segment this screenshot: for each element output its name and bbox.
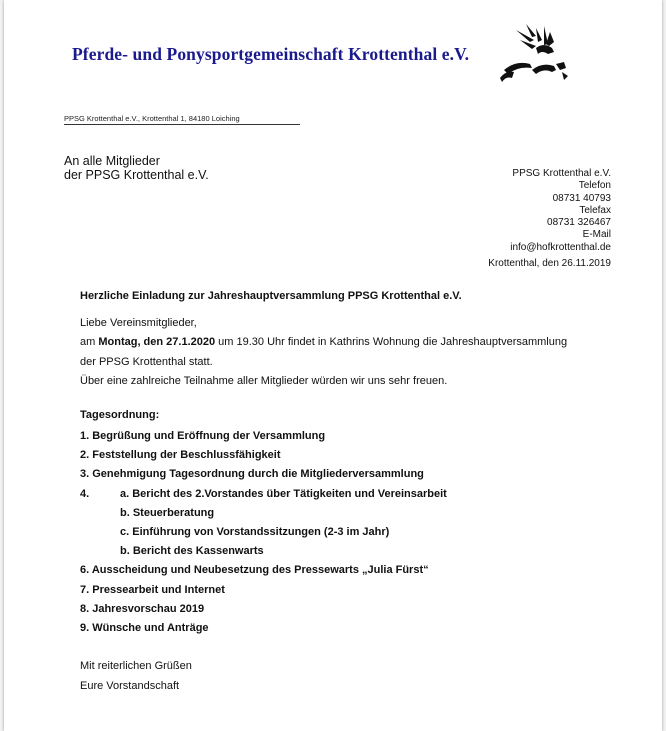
agenda-item-4b: b. Steuerberatung (120, 506, 215, 519)
agenda-item-4d: b. Bericht des Kassenwarts (120, 545, 264, 558)
org-title: Pferde- und Ponysportgemeinschaft Krottenthal e.V. (72, 44, 470, 64)
recipient-line-2: der PPSG Krottenthal e.V. (64, 168, 209, 182)
body-line-3: der PPSG Krottenthal statt. (80, 355, 213, 368)
date-line: Krottenthal, den 26.11.2019 (488, 258, 611, 269)
contact-org: PPSG Krottenthal e.V. (512, 168, 611, 179)
agenda-list (80, 427, 447, 638)
recipient-line-1: An alle Mitglieder (64, 154, 160, 168)
agenda-item-4a (80, 485, 447, 504)
letter-page (4, 0, 662, 731)
fax-label: Telefax (579, 204, 611, 216)
agenda-item-3: 3. Genehmigung Tagesordnung durch die Mitgliederversammlung (80, 468, 424, 481)
closing-line-1: Mit reiterlichen Grüßen (80, 660, 192, 672)
body-line-date (80, 333, 567, 352)
sender-address-line: PPSG Krottenthal e.V., Krottenthal 1, 84180 Loiching (64, 114, 300, 125)
agenda-item-4a-text: a. Bericht des 2.Vorstandes über Tätigkeiten und Vereinsarbeit (120, 487, 447, 500)
agenda-item-2: 2. Feststellung der Beschlussfähigkeit (80, 449, 281, 462)
closing-block (80, 657, 192, 696)
agenda-item-7: 7. Pressearbeit und Internet (80, 583, 225, 596)
recipient-block (64, 154, 209, 182)
contact-block (510, 168, 611, 254)
greeting: Liebe Vereinsmitglieder, (80, 317, 197, 329)
agenda-item-4-number: 4. (80, 487, 90, 500)
agenda-item-6: 6. Ausscheidung und Neubesetzung des Pressewarts „Julia Fürst“ (80, 564, 429, 577)
body-line-4: Über eine zahlreiche Teilnahme aller Mitglieder würden wir uns sehr freuen. (80, 374, 448, 387)
email-label: E-Mail (582, 229, 611, 241)
body-line-rest: um 19.30 Uhr findet in Kathrins Wohnung die Jahreshauptversammlung (215, 336, 568, 349)
agenda-item-4c: c. Einführung von Vorstandssitzungen (2-3 im Jahr) (120, 526, 390, 539)
phone-number: 08731 40793 (552, 192, 611, 204)
meeting-date: Montag, den 27.1.2020 (98, 336, 216, 349)
body-line-prefix: am (80, 336, 99, 349)
fax-number: 08731 326467 (547, 217, 611, 229)
agenda-item-9: 9. Wünsche und Anträge (80, 622, 209, 635)
agenda-item-8: 8. Jahresvorschau 2019 (80, 602, 205, 615)
letter-body (80, 314, 567, 391)
agenda-heading: Tagesordnung: (80, 409, 160, 421)
email-address: info@hofkrottenthal.de (510, 241, 611, 253)
horse-rider-logo-icon (492, 18, 572, 94)
phone-label: Telefon (578, 180, 611, 192)
closing-line-2: Eure Vorstandschaft (80, 679, 180, 692)
agenda-item-1: 1. Begrüßung und Eröffnung der Versammlung (80, 430, 326, 442)
subject-line: Herzliche Einladung zur Jahreshauptversammlung PPSG Krottenthal e.V. (80, 290, 462, 302)
